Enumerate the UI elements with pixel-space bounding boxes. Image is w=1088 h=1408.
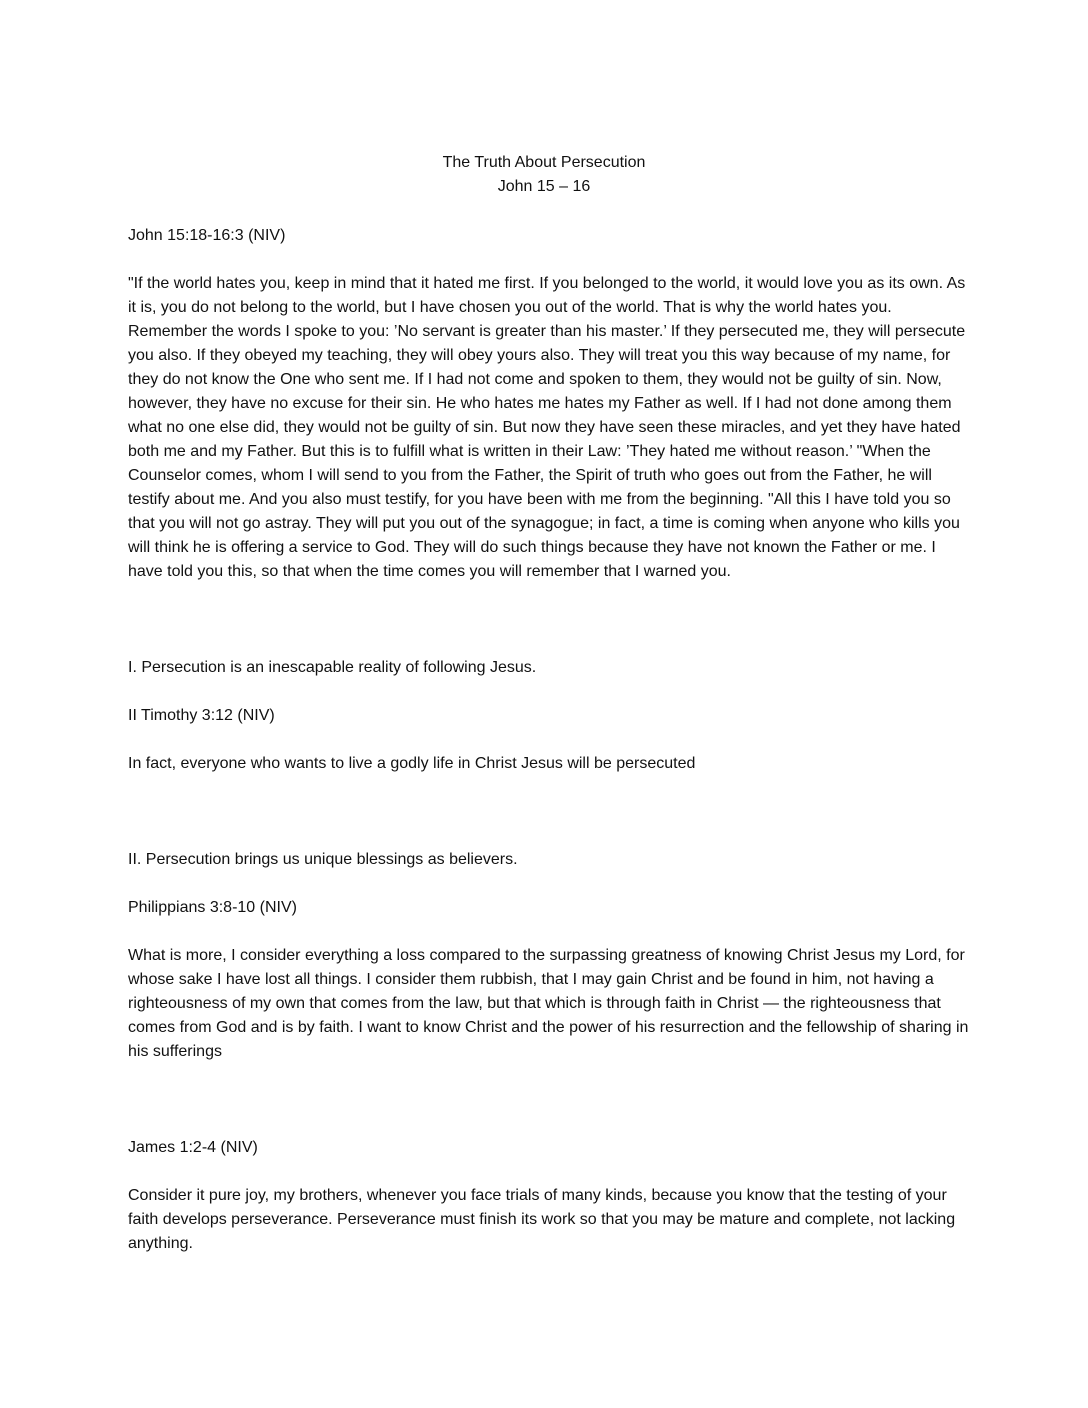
james-reference: James 1:2-4 (NIV) <box>128 1139 258 1156</box>
document-header <box>118 151 970 199</box>
james-passage: Consider it pure joy, my brothers, whenever you face trials of many kinds, because you know that the testing of your faith develops perseverance. Perseverance must finish its work so that you may be mature and complete, not lacking anything. <box>128 1187 956 1252</box>
section-spacer <box>128 584 970 632</box>
point-two-heading: II. Persecution brings us unique blessings as believers. <box>128 851 518 868</box>
john-passage: "If the world hates you, keep in mind that it hated me first. If you belonged to the world, it would love you as its own. As it is, you do not belong to the world, but I have chosen you out of the world. That is why the world hates you. Remember the words I spoke to you: ’No servant is greater than his master.’ If they persecuted me, they will persecute you also. If they obeyed my teaching, they will obey yours also. They will treat you this way because of my name, for they do not know the One who sent me. If I had not come and spoken to them, they would not be guilty of sin. Now, however, they have no excuse for their sin. He who hates me hates my Father as well. If I had not done among them what no one else did, they would not be guilty of sin. But now they have seen these miracles, and yet they have hated both me and my Father. But this is to fulfill what is written in their Law: ’They hated me without reason.’ "When the Counselor comes, whom I will send to you from the Father, the Spirit of truth who goes out from the Father, he will testify about me. And you also must testify, for you have been with me from the beginning. "All this I have told you so that you will not go astray. They will put you out of the synagogue; in fact, a time is coming when anyone who kills you will think he is offering a service to God. They will do such things because they have not known the Father or me. I have told you this, so that when the time comes you will remember that I warned you. <box>128 275 966 580</box>
john-reference: John 15:18-16:3 (NIV) <box>128 227 286 244</box>
timothy-reference: II Timothy 3:12 (NIV) <box>128 707 275 724</box>
section-spacer <box>128 1064 970 1112</box>
point-one-heading: I. Persecution is an inescapable reality of following Jesus. <box>128 659 537 676</box>
document-subtitle: John 15 – 16 <box>497 178 591 195</box>
philippians-reference: Philippians 3:8-10 (NIV) <box>128 899 297 916</box>
document-title: The Truth About Persecution <box>442 154 646 171</box>
philippians-passage: What is more, I consider everything a loss compared to the surpassing greatness of knowing Christ Jesus my Lord, for whose sake I have lost all things. I consider them rubbish, that I may gain Christ and be found in him, not having a righteousness of my own that comes from the law, but that which is through faith in Christ — the righteousness that comes from God and is by faith. I want to know Christ and the power of his resurrection and the fellowship of sharing in his sufferings <box>128 947 969 1060</box>
timothy-passage: In fact, everyone who wants to live a godly life in Christ Jesus will be persecuted <box>128 755 696 772</box>
section-spacer <box>128 776 970 824</box>
